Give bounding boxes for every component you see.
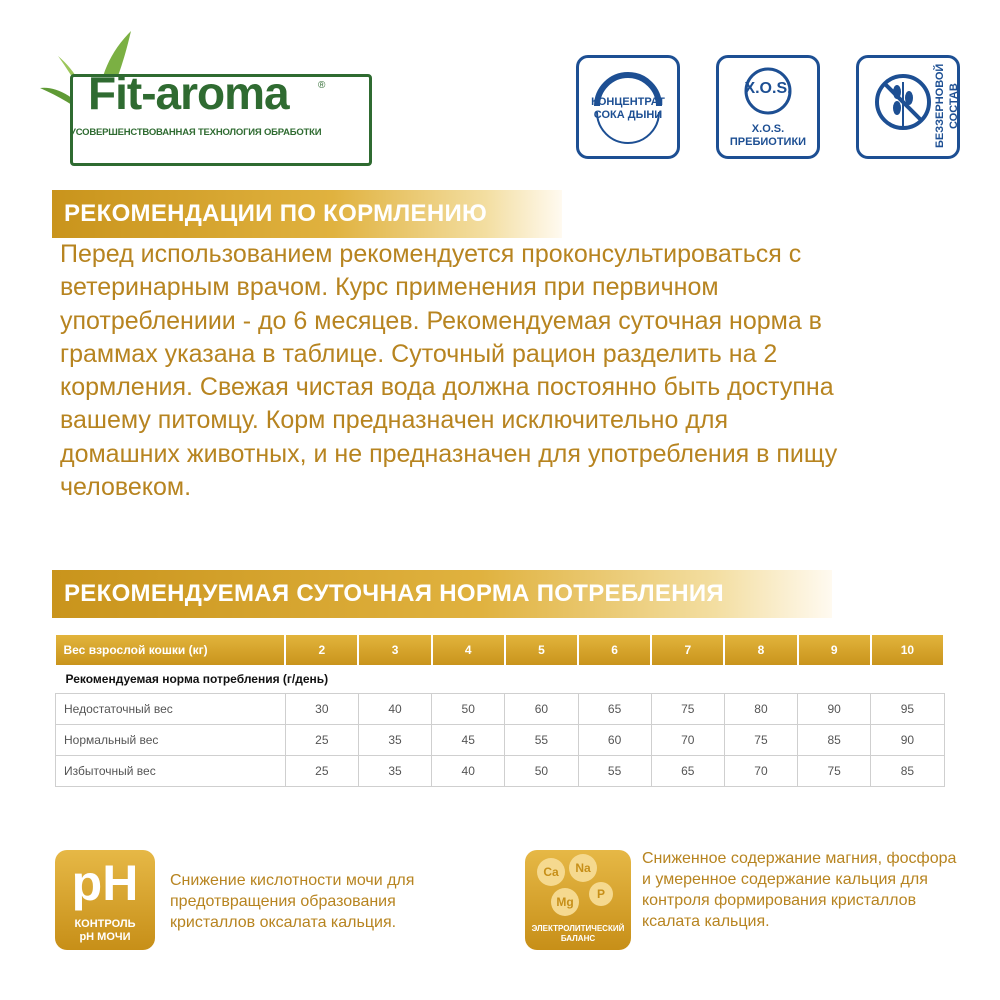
weight-header-cell: 6 [578,635,651,665]
ph-control-icon [55,850,155,950]
table-cell: 55 [578,756,651,787]
table-cell: 90 [871,725,944,756]
table-cell: 65 [651,756,724,787]
feeding-line: Перед использованием рекомендуется проконсультироваться с [60,240,802,268]
prebiotics-line-2: ПРЕБИОТИКИ [729,136,807,148]
brand-name: Fit-aroma [88,67,289,119]
table-cell: 70 [651,725,724,756]
table-cell: 50 [432,694,505,725]
electrolyte-caption-2: БАЛАНС [560,934,596,943]
row-label: Недостаточный вес [56,694,286,725]
table-cell: 60 [578,725,651,756]
weight-header-cell: 7 [651,635,724,665]
feeding-line: употреблениии - до 6 месяцев. Рекомендуемая суточная норма в [60,306,822,335]
weight-header-cell: 9 [798,635,871,665]
phosphorus-symbol: P [589,882,613,906]
table-cell: 75 [798,756,871,787]
table-cell: 75 [724,725,797,756]
weight-header-cell: 10 [871,635,944,665]
table-cell: 75 [651,694,724,725]
weight-header-cell: 5 [505,635,578,665]
feeding-line: вашему питомцу. Корм предназначен исключительно для [60,406,729,435]
xos-mark: X.O.S. [744,80,792,97]
ph-caption-1: КОНТРОЛЬ [74,918,136,930]
no-grain-icon [869,66,939,150]
magnesium-symbol: Mg [551,888,579,916]
registered-mark: ® [318,80,326,91]
table-cell: 60 [505,694,578,725]
table-row [56,694,945,725]
table-cell: 45 [432,725,505,756]
row-label: Избыточный вес [56,756,286,787]
table-cell: 25 [285,725,358,756]
ph-caption-2: pH МОЧИ [79,931,131,943]
norm-subheader: Рекомендуемая норма потребления (г/день) [65,672,329,686]
feeding-title: РЕКОМЕНДАЦИИ ПО КОРМЛЕНИЮ [52,190,562,238]
feeding-line: домашних животных, и не предназначен для употребления в пищу [60,439,838,468]
minerals-description: Сниженное содержание магния, фосфора и умеренное содержание кальция для контроля формирования кристаллов ксалата кальция. [642,850,957,930]
table-row [56,725,945,756]
table-cell: 80 [724,694,797,725]
ph-symbol: pH [71,855,139,911]
ph-description: Снижение кислотности мочи для предотвращения образования кристаллов оксалата кальция. [170,872,415,931]
feeding-text [60,238,960,504]
calcium-symbol: Ca [537,858,565,886]
row-label: Нормальный вес [56,725,286,756]
prebiotics-badge [716,55,820,159]
table-cell: 85 [871,756,944,787]
weight-header-cell: 3 [358,635,431,665]
electrolyte-balance-icon [525,850,631,950]
grain-free-badge [856,55,960,159]
table-cell: 95 [871,694,944,725]
table-cell: 30 [285,694,358,725]
melon-juice-line-2: СОКА ДЫНИ [593,109,663,121]
feeding-line: ветеринарным врачом. Курс применения при первичном [60,273,719,302]
table-cell: 55 [505,725,578,756]
table-cell: 85 [798,725,871,756]
table-cell: 35 [358,725,431,756]
prebiotics-line-1: X.O.S. [751,123,785,135]
grain-free-label: БЕЗЗЕРНОВОЙ СОСТАВ [934,63,960,149]
brand-tagline: УСОВЕРШЕНСТВОВАННАЯ ТЕХНОЛОГИЯ ОБРАБОТКИ [70,127,322,138]
weight-header-cell: 8 [724,635,797,665]
weight-header-cell: 2 [285,635,358,665]
feeding-table [55,635,945,787]
table-cell: 70 [724,756,797,787]
table-row [56,756,945,787]
table-subheader-row [56,665,945,694]
norm-title: РЕКОМЕНДУЕМАЯ СУТОЧНАЯ НОРМА ПОТРЕБЛЕНИЯ [52,570,832,618]
table-cell: 90 [798,694,871,725]
table-cell: 25 [285,756,358,787]
table-cell: 40 [432,756,505,787]
feeding-line: человеком. [60,473,192,502]
table-cell: 35 [358,756,431,787]
weight-header-cell: 4 [432,635,505,665]
weight-header-label: Вес взрослой кошки (кг) [56,635,286,665]
table-header-row [56,635,945,665]
electrolyte-caption-1: ЭЛЕКТРОЛИТИЧЕСКИЙ [531,924,625,933]
feeding-line: граммах указана в таблице. Суточный рацион разделить на 2 [60,339,778,368]
table-cell: 50 [505,756,578,787]
melon-juice-badge [576,55,680,159]
table-cell: 40 [358,694,431,725]
feeding-line: кормления. Свежая чистая вода должна постоянно быть доступна [60,373,834,402]
table-cell: 65 [578,694,651,725]
sodium-symbol: Na [569,854,597,882]
melon-juice-line-1: КОНЦЕНТРАТ [591,96,665,108]
